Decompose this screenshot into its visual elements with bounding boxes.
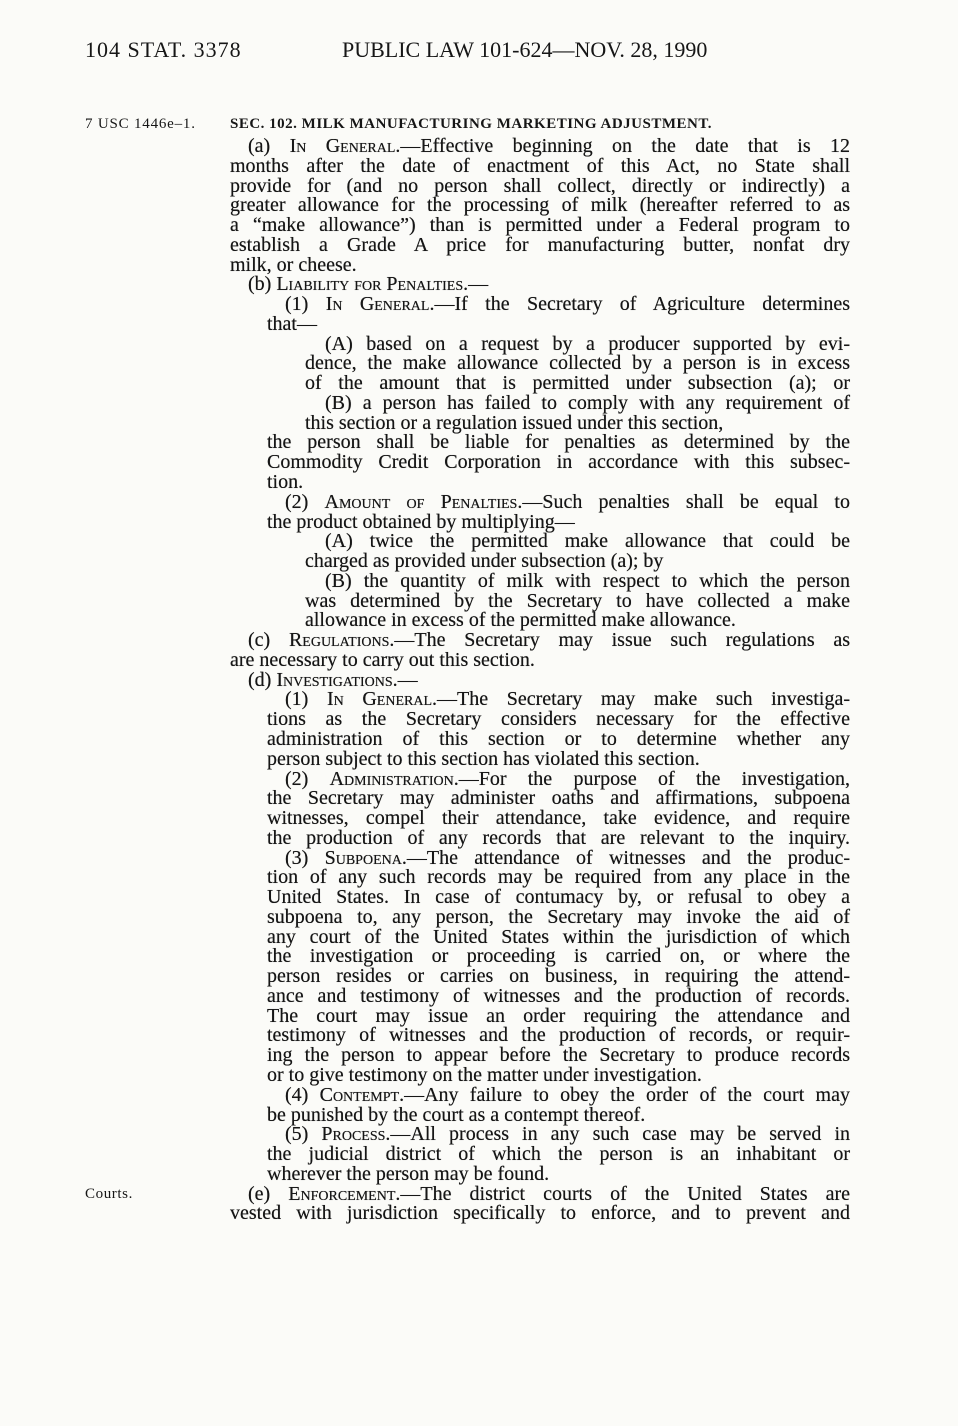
text-line: that—: [267, 312, 317, 335]
text-line: the production of any records that are relevant to the inquiry.: [267, 826, 850, 849]
paragraph-heading: Process: [321, 1123, 386, 1146]
text-line: establish a Grade A price for manufacturing butter, nonfat dry: [230, 233, 850, 256]
paragraph-heading: Subpoena: [324, 846, 402, 869]
paragraph-text: .—Such penalties shall be equal to: [517, 490, 850, 513]
text-line: the investigation or proceeding is carried on, or where the: [267, 945, 850, 968]
paragraph-number: (d): [248, 668, 277, 691]
running-head: PUBLIC LAW 101-624—NOV. 28, 1990: [342, 37, 708, 62]
text-line: this section or a regulation issued under this section,: [305, 411, 724, 434]
paragraph-heading: In General: [289, 135, 396, 157]
paragraph-heading: In General: [325, 293, 430, 316]
text-line: [248, 137, 850, 157]
paragraph-heading: Contempt: [319, 1083, 400, 1106]
paragraph-text: .—The district courts of the United States are: [395, 1182, 851, 1205]
text-line: tions as the Secretary considers necessary for the effective: [267, 708, 850, 731]
text-line: (A) based on a request by a producer supported by evi-: [325, 332, 850, 355]
text-line: subpoena to, any person, the Secretary may invoke the aid of: [267, 905, 850, 928]
text-line: the person shall be liable for penalties as determined by the: [267, 431, 850, 454]
paragraph-number: (b): [248, 273, 277, 296]
text-line: (B) the quantity of milk with respect to which the person: [325, 569, 850, 592]
text-line: [285, 1083, 850, 1106]
paragraph-number: (4): [285, 1083, 320, 1106]
text-line: [248, 631, 850, 651]
paragraph-heading: Amount of Penalties: [324, 490, 518, 513]
paragraph-text: .—The Secretary may issue such regulations as: [389, 629, 850, 652]
paragraph-number: (1): [285, 293, 326, 316]
text-line: any court of the United States within the jurisdiction of which: [267, 925, 850, 948]
paragraph-number: (3): [285, 846, 325, 869]
paragraph-heading: Administration: [329, 767, 454, 790]
paragraph-text: .—All process in any such case may be served in: [385, 1123, 850, 1146]
text-line: tion of any such records may be required from any place in the: [267, 866, 850, 889]
text-line: the Secretary may administer oaths and affirmations, subpoena: [267, 787, 850, 810]
paragraph-heading: Investigations: [276, 668, 393, 691]
paragraph-number: (1): [285, 688, 327, 711]
statute-page-reference: 104 STAT. 3378: [85, 37, 242, 62]
text-line: allowance in excess of the permitted make allowance.: [305, 609, 736, 632]
paragraph-number: (e): [248, 1182, 289, 1205]
paragraph-number: (a): [248, 135, 290, 157]
text-line: [285, 490, 850, 513]
paragraph-number: (c): [248, 629, 289, 652]
paragraph-heading: Regulations: [288, 629, 390, 652]
margin-citation: 7 USC 1446e–1.: [85, 116, 196, 132]
text-line: testimony of witnesses and the production of records, or requir-: [267, 1024, 850, 1047]
section-body: [230, 137, 850, 1224]
text-line: are necessary to carry out this section.: [230, 648, 535, 671]
text-line: the judicial district of which the person is an inhabitant or: [267, 1143, 850, 1166]
paragraph-number: (2): [285, 490, 325, 513]
paragraph-text: .—: [392, 668, 418, 691]
text-line: or to give testimony on the matter under investigation.: [267, 1063, 702, 1086]
text-line: milk, or cheese.: [230, 253, 357, 276]
text-line: the product obtained by multiplying—: [267, 510, 575, 533]
text-line: dence, the make allowance collected by a person is in excess: [305, 352, 850, 375]
text-line: ing the person to appear before the Secretary to produce records: [267, 1044, 850, 1067]
text-line: ance and testimony of witnesses and the production of records.: [267, 984, 850, 1007]
margin-note-courts: Courts.: [85, 1186, 133, 1202]
text-line: tion.: [267, 471, 304, 494]
paragraph-text: .—Effective beginning on the date that is 12: [395, 135, 850, 157]
text-line: wherever the person may be found.: [267, 1162, 550, 1185]
text-line: vested with jurisdiction specifically to enforce, and to prevent and: [230, 1202, 850, 1225]
text-line: Commodity Credit Corporation in accordance with this subsec-: [267, 451, 850, 474]
text-line: person resides or carries on business, in requiring the attend-: [267, 965, 850, 988]
text-line: United States. In case of contumacy by, or refusal to obey a: [267, 886, 850, 909]
text-line: (B) a person has failed to comply with any requirement of: [325, 391, 850, 414]
paragraph-heading: In General: [326, 688, 433, 711]
text-line: greater allowance for the processing of milk (hereafter referred to as: [230, 194, 850, 217]
text-line: was determined by the Secretary to have collected a make: [305, 589, 850, 612]
text-line: [285, 295, 850, 315]
text-line: The court may issue an order requiring the attendance and: [267, 1004, 850, 1027]
section-heading: SEC. 102. MILK MANUFACTURING MARKETING ADJUSTMENT.: [230, 116, 712, 132]
text-line: provide for (and no person shall collect, directly or indirectly) a: [230, 174, 850, 197]
paragraph-heading: Liability for Penalties: [276, 273, 464, 296]
text-line: of the amount that is permitted under subsection (a); or: [305, 372, 850, 395]
paragraph-text: .—If the Secretary of Agriculture determines: [429, 293, 851, 316]
paragraph-text: .—The attendance of witnesses and the produc-: [401, 846, 850, 869]
paragraph-heading: Enforcement: [288, 1182, 396, 1205]
text-line: a “make allowance”) than is permitted under a Federal program to: [230, 214, 850, 237]
text-line: months after the date of enactment of this Act, no State shall: [230, 154, 850, 177]
paragraph-text: .—For the purpose of the investigation,: [453, 767, 850, 790]
text-line: (A) twice the permitted make allowance that could be: [325, 530, 850, 553]
text-line: administration of this section or to determine whether any: [267, 727, 850, 750]
paragraph-text: .—The Secretary may make such investiga-: [432, 688, 851, 711]
text-line: charged as provided under subsection (a); by: [305, 550, 664, 573]
paragraph-number: (2): [285, 767, 330, 790]
paragraph-text: .—: [463, 273, 489, 296]
text-line: witnesses, compel their attendance, take evidence, and require: [267, 807, 850, 830]
paragraph-number: (5): [285, 1123, 322, 1146]
paragraph-text: .—Any failure to obey the order of the court may: [399, 1083, 850, 1106]
text-line: person subject to this section has violated this section.: [267, 747, 700, 770]
text-line: be punished by the court as a contempt thereof.: [267, 1103, 646, 1126]
